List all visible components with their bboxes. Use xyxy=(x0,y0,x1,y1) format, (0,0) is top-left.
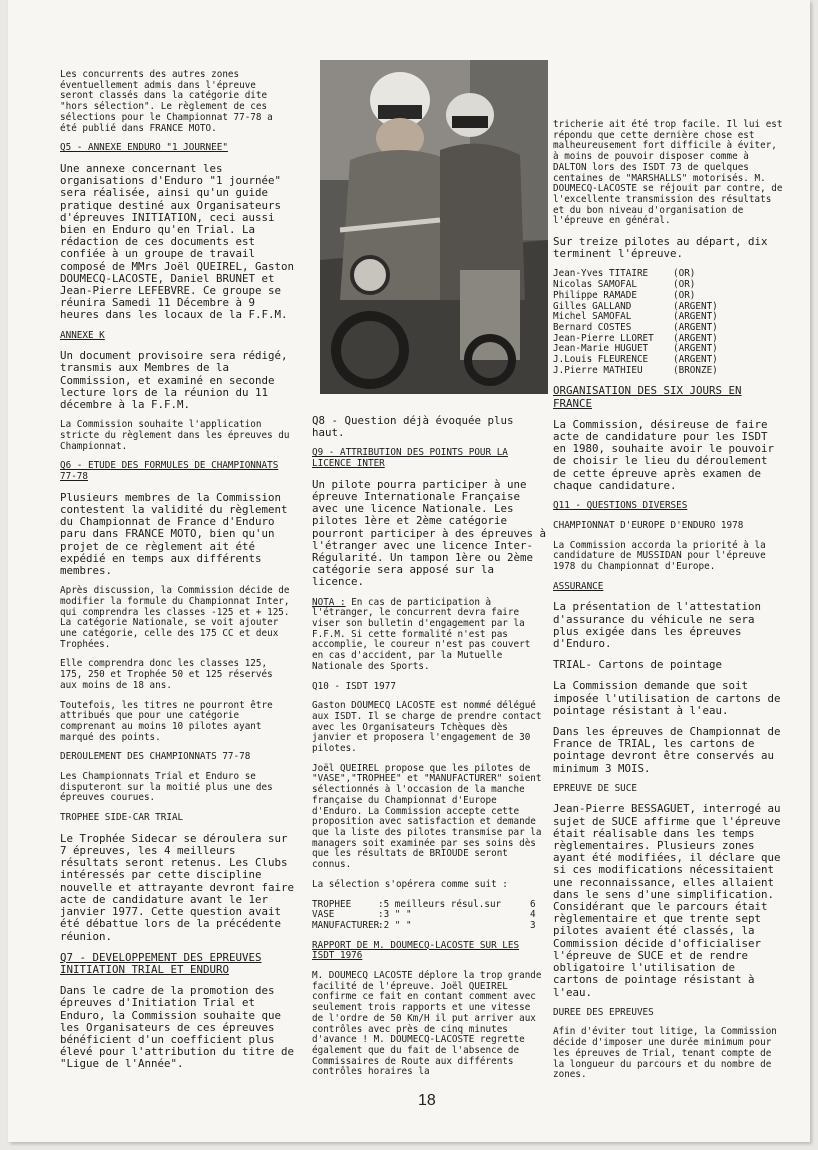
heading-annexe-k: ANNEXE K xyxy=(60,329,105,341)
pilot-name: Philippe RAMADE xyxy=(553,289,637,301)
heading-q11: Q11 - QUESTIONS DIVERSES xyxy=(553,500,688,512)
paragraph: M. DOUMECQ LACOSTE déplore la trop grande facilité de l'épreuve. Joël QUEIREL confirme ce fait en contant comment avec seulement trois rapports et une vitesse de l'ordre de 50 Km/H il put arriver aux contrôles avec près de cinq minutes d'avance ! M. DOUMECQ-LACOSTE regrette également que du fait de l'absence de Commissaires de Route aux différents contrôles horaires la xyxy=(312,970,542,1078)
heading-organisation: ORGANISATION DES SIX JOURS EN FRANCE xyxy=(553,384,742,410)
heading-q10: Q10 - ISDT 1977 xyxy=(312,680,396,692)
pilot-name: Jean-Yves TITAIRE xyxy=(553,268,649,280)
paragraph: Toutefois, les titres ne pourront être attribués que pour une catégorie comprenant au moins 10 pilotes ayant marqué des points. xyxy=(60,699,273,743)
heading-q9: Q9 - ATTRIBUTION DES POINTS POUR LA LICENCE INTER xyxy=(312,447,508,470)
heading-q5: Q5 - ANNEXE ENDURO "1 JOURNEE" xyxy=(60,142,228,154)
medal: (OR) xyxy=(673,279,696,291)
medal: (BRONZE) xyxy=(673,364,718,376)
paragraph: Les concurrents des autres zones éventuellement admis dans l'épreuve seront classés dans la catégorie dite "hors sélection". Le règlement de ces sélections pour le Championnat 77-78 a été publié dans FRANCE MOTO. xyxy=(60,69,273,134)
pilot-name: J.Pierre MATHIEU xyxy=(553,364,643,376)
table-cell: MANUFACTURER xyxy=(312,919,380,931)
paragraph: Joël QUEIREL propose que les pilotes de "VASE","TROPHEE" et "MANUFACTURER" soient sélectionnés à l'occasion de la manche française du Championnat d'Europe d'Enduro. La Commission accepte cette proposition avec satisfaction et demande que la liste des pilotes transmise par la managers soit examinée par ses soins dès que les résultats de BRIOUDE seront connus. xyxy=(312,762,542,871)
table-row xyxy=(312,900,546,911)
heading-duree: DUREE DES EPREUVES xyxy=(553,1006,654,1018)
paragraph: tricherie ait été trop facile. Il lui est répondu que cette dernière chose est malheureusement fort difficile à éviter, à moins de pouvoir disposer comme à DALTON lors des ISDT 73 de quelques centaines de "MARSHALLS" motorisés. M. DOUMECQ-LACOSTE se réjouit par contre, de l'excellente transmission des résultats et du bon niveau d'organisation de l'épreuve en général. xyxy=(553,119,783,227)
table-cell: :5 meilleurs résul.sur xyxy=(378,898,502,910)
paragraph: Le Trophée Sidecar se déroulera sur 7 épreuves, les 4 meilleurs résultats seront retenus. Les Clubs intéressés par cette discipline nouvelle et attrayante devront faire acte de candidature avant le 1er janvier 1977. Cette question avait été débattue lors de la précédente réunion. xyxy=(60,831,295,943)
paragraph: La sélection s'opérera comme suit : xyxy=(312,878,508,890)
heading-championnat-europe: CHAMPIONNAT D'EUROPE D'ENDURO 1978 xyxy=(553,519,744,531)
paragraph: La Commission demande que soit imposée l'utilisation de cartons de pointage résistant à l'eau. xyxy=(553,679,781,717)
medal: (ARGENT) xyxy=(673,354,718,366)
page-number: 18 xyxy=(418,1092,436,1109)
nota-text: En cas de participation à l'étranger, le concurrent devra faire viser son bulletin d'engagement par la F.F.M. Si cette formalité n'est pas accomplie, le coureur n'est pas couvert en cas d'accident, par la Mutuelle Nationale des Sports. xyxy=(312,596,531,672)
heading-q6: Q6 - ETUDE DES FORMULES DE CHAMPIONNATS 77-78 xyxy=(60,460,279,483)
table-cell: 3 xyxy=(530,919,536,931)
table-cell: 4 xyxy=(530,909,536,921)
pilot-name: Bernard COSTES xyxy=(553,321,632,333)
table-cell: 6 xyxy=(530,898,536,910)
column-right xyxy=(553,120,785,1090)
paragraph: Elle comprendra donc les classes 125, 175, 250 et Trophée 50 et 125 réservés aux moins de 18 ans. xyxy=(60,658,273,691)
finishers-list xyxy=(553,269,785,376)
paragraph: Jean-Pierre BESSAGUET, interrogé au sujet de SUCE affirme que l'épreuve était réalisable dans les temps règlementaires. Plusieurs zones ayant été modifiées, il déclare que si ces modifications nécessitaient une reconnaissance, elles allaient dans le sens d'une simplification. Considérant que le parcours était règlementaire et que trente sept pilotes avaient été classés, la Commission décide d'officialiser l'épreuve de SUCE et de rendre obligatoire l'utilisation de cartons de pointage résistant à l'eau. xyxy=(553,802,781,999)
column-left xyxy=(60,70,294,1080)
paragraph: La Commission souhaite l'application stricte du règlement dans les épreuves du Championnat. xyxy=(60,419,290,452)
heading-trial-cartons: TRIAL- Cartons de pointage xyxy=(553,658,723,672)
paragraph: Plusieurs membres de la Commission contestent la validité du règlement du Championnat de France d'Enduro paru dans FRANCE MOTO, bien qu'un projet de ce règlement ait été expédié en temps aux différents membres. xyxy=(60,490,288,578)
paragraph: Q8 - Question déjà évoquée plus haut. xyxy=(312,414,514,440)
heading-trophee-side-car: TROPHEE SIDE-CAR TRIAL xyxy=(60,812,184,824)
medal: (ARGENT) xyxy=(673,321,718,333)
table-cell: :2 " " xyxy=(378,919,412,931)
list-item xyxy=(553,291,785,302)
medal: (OR) xyxy=(673,268,696,280)
paragraph: Afin d'éviter tout litige, la Commission décide d'imposer une durée minimum pour les épreuves de Trial, tenant compte de la longueur du parcours et du nombre de zones. xyxy=(553,1026,777,1081)
paragraph: Les Championnats Trial et Enduro se disputeront sur la moitié plus une des épreuves courues. xyxy=(60,771,273,804)
medal: (OR) xyxy=(673,289,696,301)
heading-rapport: RAPPORT DE M. DOUMECQ-LACOSTE SUR LES ISDT 1976 xyxy=(312,939,520,962)
pilot-name: Nicolas SAMOFAL xyxy=(553,279,637,291)
page-sheet xyxy=(8,0,810,1142)
medal: (ARGENT) xyxy=(673,311,718,323)
column-middle xyxy=(312,415,546,1087)
paragraph: Dans les épreuves de Championnat de France de TRIAL, les cartons de pointage devront être conservés au minimum 3 MOIS. xyxy=(553,724,781,775)
list-item xyxy=(553,366,785,377)
paragraph: Une annexe concernant les organisations d'Enduro "1 journée" sera réalisée, ainsi qu'un guide pratique destiné aux Organisateurs d'épreuves INITIATION, ceci aussi bien en Enduro qu'en Trial. La rédaction de ces documents est confiée à un groupe de travail composé de MMrs Joël QUEIREL, Gaston DOUMECQ-LACOSTE, Daniel BRUNET et Jean-Pierre LEFEBVRE. Ce groupe se réunira Samedi 11 Décembre à 9 heures dans les locaux de la F.F.M. xyxy=(60,161,295,322)
pilot-name: Jean-Pierre LLORET xyxy=(553,332,654,344)
table-cell: VASE xyxy=(312,909,335,921)
heading-q7: Q7 - DEVELOPPEMENT DES EPREUVES INITIATION TRIAL ET ENDURO xyxy=(60,950,262,976)
heading-deroulement: DEROULEMENT DES CHAMPIONNATS 77-78 xyxy=(60,751,251,763)
selection-table xyxy=(312,900,546,932)
medal: (ARGENT) xyxy=(673,300,718,312)
paragraph-nota xyxy=(312,598,546,673)
paragraph: Gaston DOUMECQ LACOSTE est nommé délégué aux ISDT. Il se charge de prendre contact avec les Organisateurs Tchèques dès janvier et proposera l'engagement de 30 pilotes. xyxy=(312,700,542,755)
paragraph: Un document provisoire sera rédigé, transmis aux Membres de la Commission, et examiné en seconde lecture lors de la réunion du 11 décembre à la F.F.M. xyxy=(60,349,288,412)
pilot-name: Jean-Marie HUGUET xyxy=(553,343,649,355)
paragraph: Sur treize pilotes au départ, dix terminent l'épreuve. xyxy=(553,235,768,261)
paragraph: La Commission accorda la priorité à la candidature de MUSSIDAN pour l'épreuve 1978 du Championnat d'Europe. xyxy=(553,539,766,572)
photo-illustration xyxy=(320,60,548,394)
table-row xyxy=(312,921,546,932)
paragraph: Un pilote pourra participer à une épreuve Internationale Française avec une licence Nationale. Les pilotes 1ère et 2ème catégorie pourront participer à des épreuves à l'étranger avec une licence Inter-Régularité. Un tampon 1ère ou 2ème catégorie sera apposé sur la licence. xyxy=(312,477,547,589)
pilot-name: Michel SAMOFAL xyxy=(553,311,632,323)
nota-label: NOTA : xyxy=(312,596,346,608)
paragraph: La Commission, désireuse de faire acte de candidature pour les ISDT en 1980, souhaite avoir le pouvoir de choisir le lieu du déroulement de cette épreuve après examen de chaque candidature. xyxy=(553,417,775,492)
medal: (ARGENT) xyxy=(673,343,718,355)
pilot-name: J.Louis FLEURENCE xyxy=(553,354,649,366)
table-cell: TROPHEE xyxy=(312,898,352,910)
heading-assurance: ASSURANCE xyxy=(553,580,604,592)
medal: (ARGENT) xyxy=(673,332,718,344)
pilot-name: Gilles GALLAND xyxy=(553,300,632,312)
heading-epreuve-suce: EPREUVE DE SUCE xyxy=(553,782,637,794)
paragraph: La présentation de l'attestation d'assurance du véhicule ne sera plus exigée dans les épreuves d'Enduro. xyxy=(553,600,762,650)
paragraph: Dans le cadre de la promotion des épreuves d'Initiation Trial et Enduro, la Commission souhaite que les Organisateurs de ces épreuves bénéficient d'un coefficient plus élevé pour l'attribution du titre de "Ligue de l'Année". xyxy=(60,984,295,1071)
paragraph: Après discussion, la Commission décide de modifier la formule du Championnat Inter, qui comprendra les classes -125 et + 125. La catégorie Nationale, se voit ajouter une catégorie, celle des 175 CC et deux Trophées. xyxy=(60,585,290,650)
photo-motorcyclists xyxy=(320,60,548,394)
table-cell: :3 " " xyxy=(378,909,412,921)
